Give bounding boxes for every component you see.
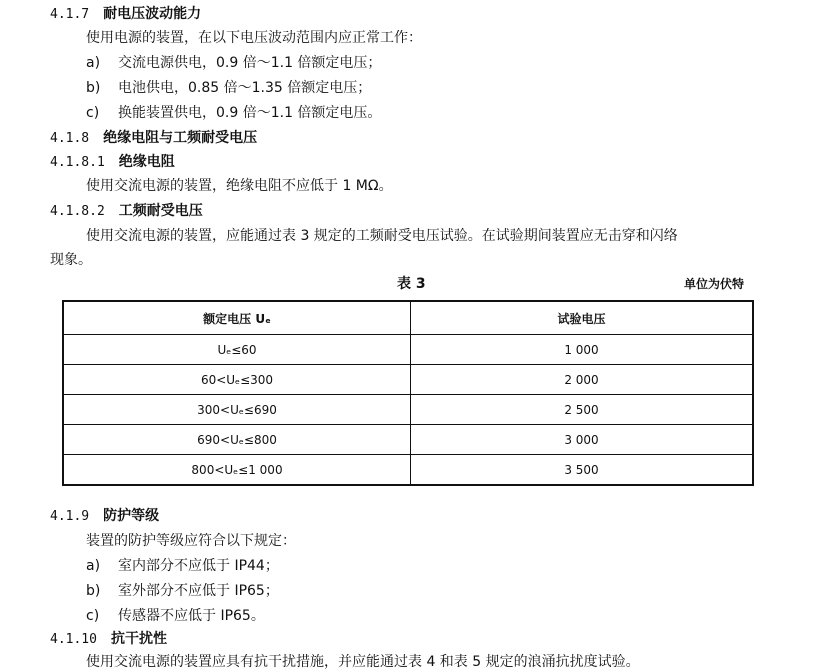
list-item <box>86 556 279 576</box>
table-header-cell: 试验电压 <box>411 301 754 335</box>
section-number: 4.1.10 <box>50 632 97 647</box>
table-cell: 300<Uₑ≤690 <box>63 395 411 425</box>
list-item-text: 室外部分不应低于 IP65； <box>118 583 279 599</box>
table-header-row <box>63 301 753 335</box>
paragraph: 装置的防护等级应符合以下规定： <box>86 533 296 549</box>
section-number: 4.1.8 <box>50 131 90 146</box>
list-marker: b) <box>86 583 101 599</box>
section-number: 4.1.9 <box>50 509 90 524</box>
list-item <box>86 78 371 98</box>
section-number: 4.1.8.2 <box>50 204 105 219</box>
list-marker: c) <box>86 608 100 624</box>
table-cell: 2 000 <box>411 365 754 395</box>
table-cell: 800<Uₑ≤1 000 <box>63 455 411 486</box>
paragraph: 使用交流电源的装置，应能通过表 3 规定的工频耐受电压试验。在试验期间装置应无击穿和闪络 <box>86 228 678 244</box>
table-cell: 3 000 <box>411 425 754 455</box>
table-unit: 单位为伏特 <box>683 277 744 291</box>
table-cell: 2 500 <box>411 395 754 425</box>
table-row <box>63 335 753 365</box>
table-row <box>63 425 753 455</box>
list-marker: a) <box>86 558 101 574</box>
table-cell: Uₑ≤60 <box>63 335 411 365</box>
list-item-text: 电池供电，0.85 倍～1.35 倍额定电压； <box>118 80 372 96</box>
list-item <box>86 53 381 73</box>
section-heading-4-1-7 <box>50 4 201 24</box>
section-heading-4-1-10 <box>50 629 167 649</box>
table-cell: 1 000 <box>411 335 754 365</box>
list-item-text: 室内部分不应低于 IP44； <box>118 558 279 574</box>
table-cell: 690<Uₑ≤800 <box>63 425 411 455</box>
section-title: 防护等级 <box>103 508 160 524</box>
paragraph: 使用交流电源的装置，绝缘电阻不应低于 1 MΩ。 <box>86 178 393 194</box>
voltage-table <box>62 300 754 486</box>
list-item <box>86 581 279 601</box>
table-row <box>63 365 753 395</box>
list-item-text: 交流电源供电，0.9 倍～1.1 倍额定电压； <box>118 55 382 71</box>
section-heading-4-1-9 <box>50 506 159 526</box>
table-caption <box>0 274 814 294</box>
paragraph-continuation: 现象。 <box>50 252 92 268</box>
list-marker: b) <box>86 80 101 96</box>
section-title: 耐电压波动能力 <box>103 6 202 22</box>
section-heading-4-1-8-2 <box>50 201 203 221</box>
paragraph: 使用电源的装置，在以下电压波动范围内应正常工作： <box>86 30 422 46</box>
section-number: 4.1.7 <box>50 7 90 22</box>
list-item-text: 传感器不应低于 IP65。 <box>118 608 265 624</box>
section-title: 绝缘电阻 <box>118 154 175 170</box>
section-title: 抗干扰性 <box>110 631 167 647</box>
section-heading-4-1-8 <box>50 128 257 148</box>
list-marker: a) <box>86 55 101 71</box>
list-marker: c) <box>86 105 100 121</box>
table-row <box>63 395 753 425</box>
section-title: 工频耐受电压 <box>118 203 203 219</box>
list-item-text: 换能装置供电，0.9 倍～1.1 倍额定电压。 <box>118 105 382 121</box>
table-row <box>63 455 753 486</box>
table-header-cell: 额定电压 Uₑ <box>63 301 411 335</box>
list-item <box>86 103 381 123</box>
paragraph: 使用交流电源的装置应具有抗干扰措施，并应能通过表 4 和表 5 规定的浪涌抗扰度试验。 <box>86 654 640 670</box>
section-number: 4.1.8.1 <box>50 155 105 170</box>
table-title: 表 3 <box>397 276 426 292</box>
table-cell: 3 500 <box>411 455 754 486</box>
section-title: 绝缘电阻与工频耐受电压 <box>103 130 258 146</box>
list-item <box>86 606 265 626</box>
table-cell: 60<Uₑ≤300 <box>63 365 411 395</box>
section-heading-4-1-8-1 <box>50 152 175 172</box>
